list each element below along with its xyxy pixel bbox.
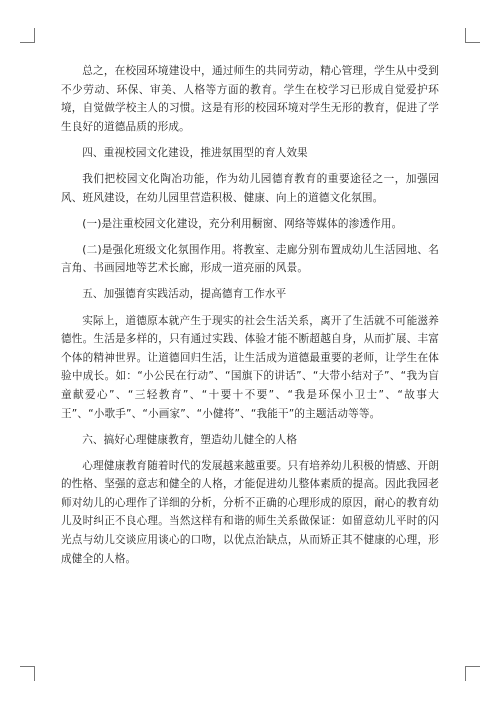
section-heading-4: 四、重视校园文化建设，推进氛围型的育人效果 bbox=[82, 146, 308, 159]
document-body bbox=[61, 62, 439, 576]
section-heading-5: 五、加强德育实践活动，提高德育工作水平 bbox=[82, 288, 287, 301]
paragraph-campus-culture: 我们把校园文化陶冶功能，作为幼儿园德育教育的重要途径之一，加强园风、班风建设，在幼儿园里营造积极、健康、向上的道德文化氛围。 bbox=[61, 172, 439, 204]
crop-mark-bottom-left bbox=[20, 666, 35, 681]
crop-mark-bottom-right bbox=[465, 666, 480, 681]
paragraph-environment-summary: 总之，在校园环境建设中，通过师生的共同劳动，精心管理，学生从中受到不少劳动、环保、审美、人格等方面的教育。学生在校学习已形成自觉爱护环境，自觉做学校主人的习惯。这是有形的校园环境对学生无形的教育，促进了学生良好的道德品质的形成。 bbox=[61, 65, 439, 133]
paragraph-mental-health: 心理健康教育随着时代的发展越来越重要。只有培养幼儿积极的情感、开朗的性格、坚强的意志和健全的人格，才能促进幼儿整体素质的提高。因此我园老师对幼儿的心理作了详细的分析，分析不正确的心理形成的原因，耐心的教育幼儿及时纠正不良心理。当然这样有和谐的师生关系做保证：如留意幼儿平时的闪光点与幼儿交谈应用谈心的口吻，以优点治缺点，从而矫正其不健康的心理，形成健全的人格。 bbox=[61, 459, 439, 565]
paragraph-practice-activities: 实际上，道德原本就产生于现实的社会生活关系，离开了生活就不可能滋养德性。生活是多样的，只有通过实践、体验才能不断超越自身，从而扩展、丰富个体的精神世界。让道德回归生活，让生活成为道德最重要的老师，让学生在体验中成长。如：“小公民在行动”、“国旗下的讲话”、“大带小结对子”、“我为盲童献爱心”、“三轻教育”、“十要十不要”、“我是环保小卫士”、“故事大王”、“小歌手”、“小画家”、“小健将”、“我能干”的主题活动等等。 bbox=[61, 314, 439, 420]
crop-mark-top-right bbox=[465, 28, 480, 43]
paragraph-culture-point-1: (一)是注重校园文化建设，充分利用橱窗、网络等媒体的渗透作用。 bbox=[82, 217, 403, 230]
crop-mark-top-left bbox=[20, 28, 35, 43]
paragraph-culture-point-2: (二)是强化班级文化氛围作用。将教室、走廊分别布置成幼儿生活园地、名言角、书画园地等艺术长廊，形成一道亮丽的风景。 bbox=[61, 243, 439, 275]
section-heading-6: 六、搞好心理健康教育，塑造幼儿健全的人格 bbox=[82, 433, 298, 446]
